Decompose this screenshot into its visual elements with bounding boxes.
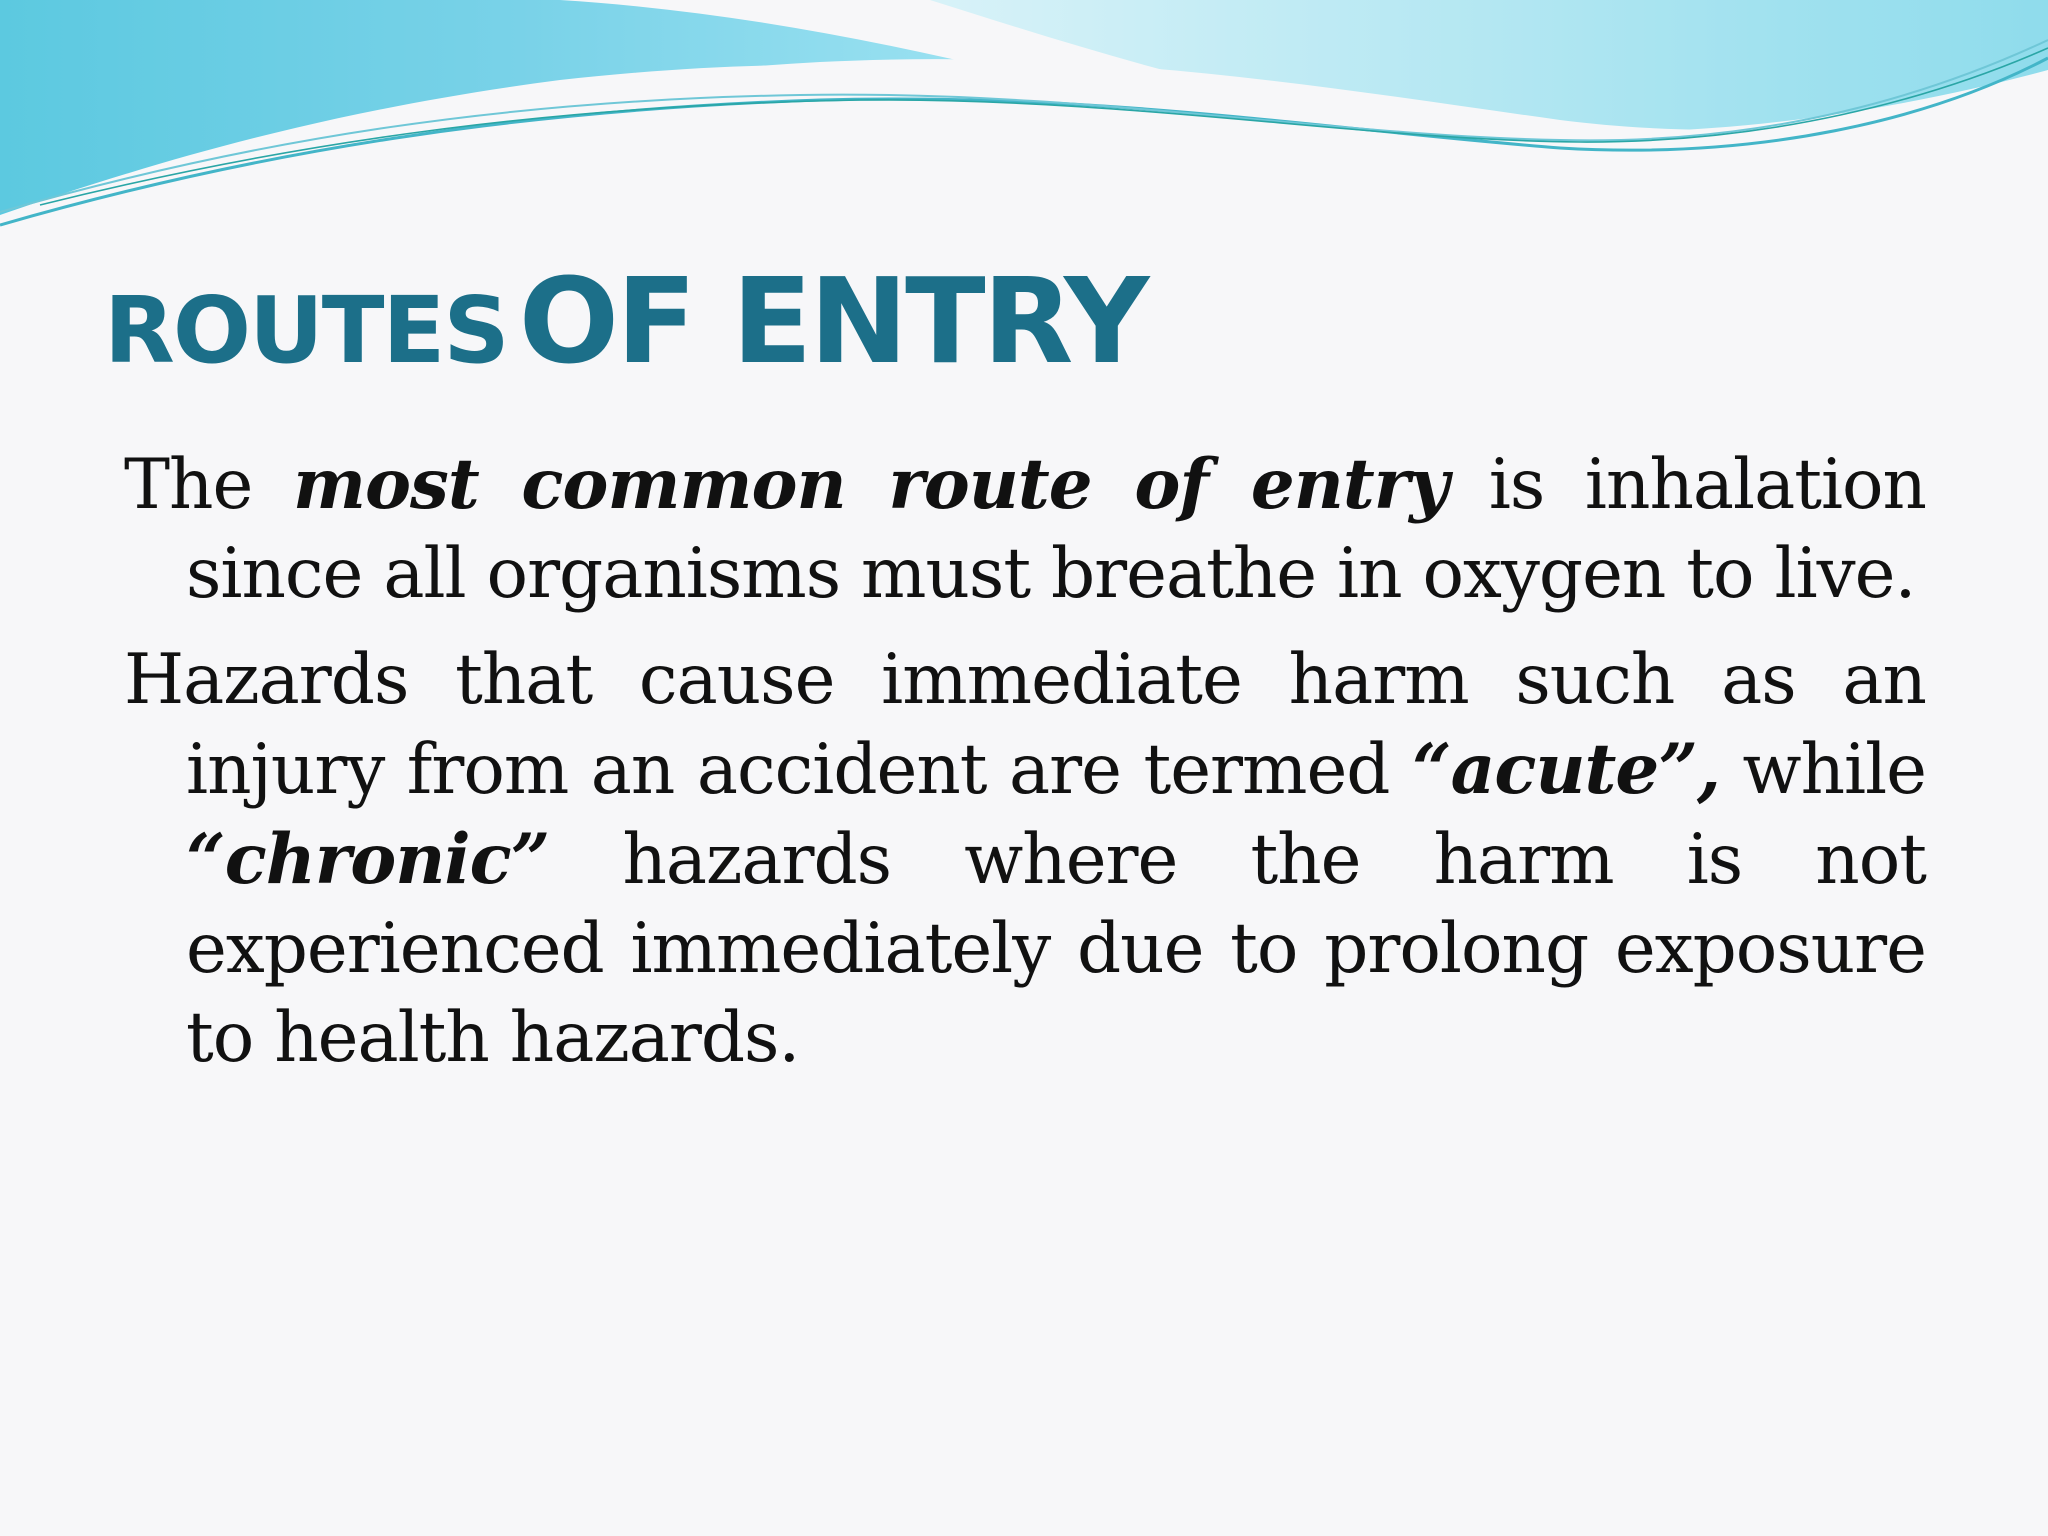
decorative-wave-header xyxy=(0,0,2048,260)
p1-post: is inhalation since all organisms must breathe in oxygen to live. xyxy=(186,445,1926,614)
p2-post: hazards where the harm is not experienced immediately due to prolong exposure to health hazards. xyxy=(186,820,1926,1078)
paragraph-acute-chronic xyxy=(124,636,1926,1083)
slide-title xyxy=(104,252,1147,390)
p1-emphasis: most common route of entry xyxy=(292,444,1449,525)
p2-pre: Hazards that cause immediate harm such as an injury from an accident are termed xyxy=(124,640,1926,810)
p2-mid: while xyxy=(1720,730,1926,810)
slide-body xyxy=(124,440,1926,1100)
p1-pre: The xyxy=(124,445,293,525)
term-acute: “acute”, xyxy=(1411,729,1721,810)
term-chronic: “chronic” xyxy=(186,819,550,900)
paragraph-inhalation xyxy=(124,440,1926,619)
title-of-entry: OF ENTRY xyxy=(518,252,1147,390)
title-routes: ROUTES xyxy=(104,277,508,384)
